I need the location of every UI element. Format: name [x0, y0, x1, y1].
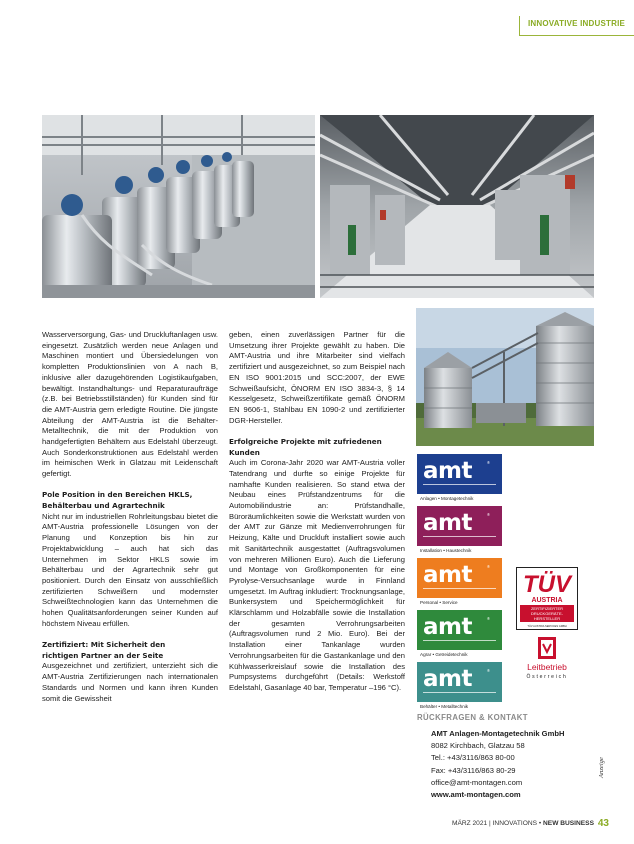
amt-logo-installation	[417, 506, 502, 546]
article-column-1	[42, 330, 218, 704]
contact-website-link[interactable]: www.amt-montagen.com	[431, 790, 521, 800]
advertisement-label: Anzeige	[598, 757, 605, 778]
amt-logo-caption: Installation • Haustechnik	[420, 548, 472, 553]
contact-heading: RÜCKFRAGEN & KONTAKT	[417, 713, 528, 722]
amt-logo-caption: Personal • Service	[420, 600, 458, 605]
logo-rule	[423, 536, 496, 537]
amt-logo-mark: amt	[423, 458, 472, 484]
section-tag-label: INNOVATIVE INDUSTRIE	[528, 19, 626, 28]
paragraph: geben, einen zuverlässigen Partner für die Umsetzung ihrer Projekte gewählt zu haben. Die AMT-Austria und ihre Mitarbeiter sind vielfach zertifiziert und ausgezeichnet, so zum Beispiel nach EN ISO 9001:2015 und SCC:2007, der EWE Schweißaufsicht, ÖNORM EN ISO 3834-3, § 14 Kesselgesetz, Schweißzertifikate gemäß ÖNORM EN 9606-1, Stahlbau EN 1090-2 und zertifizierter DGR-Hersteller.	[229, 330, 405, 425]
amt-logo-agrar	[417, 610, 502, 650]
logo-rule	[423, 484, 496, 485]
registered-icon: ®	[487, 668, 490, 673]
photo-stainless-tanks	[42, 115, 315, 298]
subheading	[229, 437, 405, 458]
page-number: 43	[597, 818, 609, 829]
logo-rule	[423, 692, 496, 693]
amt-logo-mark: amt	[423, 510, 472, 536]
subheading	[42, 490, 218, 511]
page-footer	[452, 818, 609, 829]
subheading-line: Behälterbau und Agrartechnik	[42, 501, 165, 511]
tuv-line: DRUCKGERÄTE-	[530, 611, 564, 616]
logo-rule	[423, 640, 496, 641]
registered-icon: ®	[487, 616, 490, 621]
amt-logo-behaelter	[417, 662, 502, 702]
contact-company: AMT Anlagen-Montagetechnik GmbH	[431, 729, 565, 738]
leitbetrieb-austria-seal	[516, 636, 578, 681]
contact-phone[interactable]: Tel.: +43/3116/863 80-00	[431, 753, 515, 763]
tuv-line: ZERTIFIZIERTER	[530, 606, 564, 611]
registered-icon: ®	[487, 564, 490, 569]
paragraph: Wasserversorgung, Gas- und Druckluftanlagen usw. eingesetzt. Zusätzlich werden neue Anlagen und Maschinen montiert und Übersiedelungen von kompletten Produktionslinien von A nach B, inklusive aller dazugehörenden Logistikaufgaben, bewältigt. Instandhaltungs- und Reparaturaufträge (z.B. bei Betriebsstillständen) für Kunden sind für die AMT-Austria gern erledigte Routine. Die jüngste Abteilung der AMT-Austria ist die Behälter-Metalltechnik, die mit der Produktion von handgefertigten Behältern aus Edelstahl überzeugt. Auch Sonderkonstruktionen aus Edelstahl werden im heimischen Werk in Glatzau mit Leidenschaft gefertigt.	[42, 330, 218, 479]
amt-logo-mark: amt	[423, 666, 472, 692]
footer-magazine: NEW BUSINESS	[543, 820, 594, 827]
tuv-brand: TÜV	[523, 571, 571, 598]
amt-logo-caption: Anlagen • Montagetechnik	[420, 496, 474, 501]
tuv-small: TÜV AUSTRIA SERVICES GMBH	[527, 625, 567, 628]
amt-logo-caption: Agrar • Getreidetechnik	[420, 652, 468, 657]
photo-silos	[416, 308, 594, 446]
paragraph: Nicht nur im industriellen Rohrleitungsbau bietet die AMT-Austria professionelle Lösungen von der Planung und Konzeption bis hin zur Projektabwicklung – auch hat sich das Unternehmen im Sektor HKLS sowie im Behälterbau und der Agrartechnik sehr gut positioniert. Durch den Einsatz von ausschließlich zertifizierten Schweißern und modernster Schweißtechnologien kann das Unternehmen die hohen Qualitätsanforderungen seiner Kunden auf höchstem Niveau erfüllen.	[42, 511, 218, 628]
footer-bullet: •	[538, 820, 542, 827]
registered-icon: ®	[487, 512, 490, 517]
leitbetrieb-country: Österreich	[526, 674, 568, 680]
amt-logo-caption: Behälter • Metalltechnik	[420, 704, 469, 709]
amt-logo-personal	[417, 558, 502, 598]
subheading	[42, 640, 218, 661]
contact-address: 8082 Kirchbach, Glatzau 58	[431, 741, 525, 751]
article-column-2	[229, 330, 405, 694]
footer-separator: |	[489, 820, 491, 827]
tuv-austria-seal	[516, 567, 578, 630]
leitbetrieb-title: Leitbetrieb	[527, 662, 567, 672]
leitbetrieb-emblem-icon	[538, 637, 556, 659]
registered-icon: ®	[487, 460, 490, 465]
paragraph: Auch im Corona-Jahr 2020 war AMT-Austria voller Tatendrang und durfte so einige Projekte für namhafte Kunden realisieren. So stand etwa der Neubau eines Prüfstandzentrums für die Automobilindustrie an: Prüfstandhalle, Büroräumlichkeiten sowie die Werkstatt wurden von der AMT zur Gänze mit Medienverrohrungen für Heizung, Kälte und Druckluft installiert sowie auch mit Sanitärtechnik ausgestattet (Auftragsvolumen von mehreren Millionen Euro). Auch die Lieferung und Montage von Großkomponenten für eine Pyrolyse-Versuchsanlage wurde in Finnland umgesetzt. Im Auftrag inkludiert: Trocknungsanlage, Bunkersystem und Speichermöglichkeit für Klärschlamm und Holzabfälle sowie die Installation der gesamten Verrohrungsarbeiten (Auftragsvolumen rund 2 Mio. Euro). Bei der Installation einer Tankanlage wurden Verrohrungsarbeiten für die Gastankanlage und den Kühlwasserkreislauf sowie die Installation des Pumpsystems durchgeführt (Details: Werkstoff Edelstahl, Gasanlage 40 bar, Temperatur –196 °C).	[229, 458, 405, 692]
footer-date: MÄRZ 2021	[452, 820, 488, 827]
tuv-line: HERSTELLER	[533, 616, 561, 621]
logo-rule	[423, 588, 496, 589]
contact-fax: Fax: +43/3116/863 80-29	[431, 765, 516, 775]
section-tag	[519, 16, 634, 36]
subheading-line: Zertifiziert: Mit Sicherheit den	[42, 639, 166, 649]
tuv-country: AUSTRIA	[531, 597, 563, 604]
subheading-line: Kunden	[229, 447, 260, 457]
footer-section: INNOVATIONS	[492, 820, 538, 827]
contact-email-link[interactable]: office@amt-montagen.com	[431, 777, 523, 787]
amt-logo-mark: amt	[423, 614, 472, 640]
subheading-line: Pole Position in den Bereichen HKLS,	[42, 490, 193, 500]
paragraph: Ausgezeichnet und zertifiziert, unterzieht sich die AMT-Austria Zertifizierungen nach internationalen Standards und Normen und kann ihren Kunden somit die Gewissheit	[42, 661, 218, 703]
contact-block	[431, 728, 564, 801]
amt-logo-mark: amt	[423, 562, 472, 588]
subheading-line: richtigen Partner an der Seite	[42, 650, 164, 660]
photo-industrial-hall	[320, 115, 594, 298]
amt-logo-anlagen	[417, 454, 502, 494]
subheading-line: Erfolgreiche Projekte mit zufriedenen	[229, 436, 382, 446]
